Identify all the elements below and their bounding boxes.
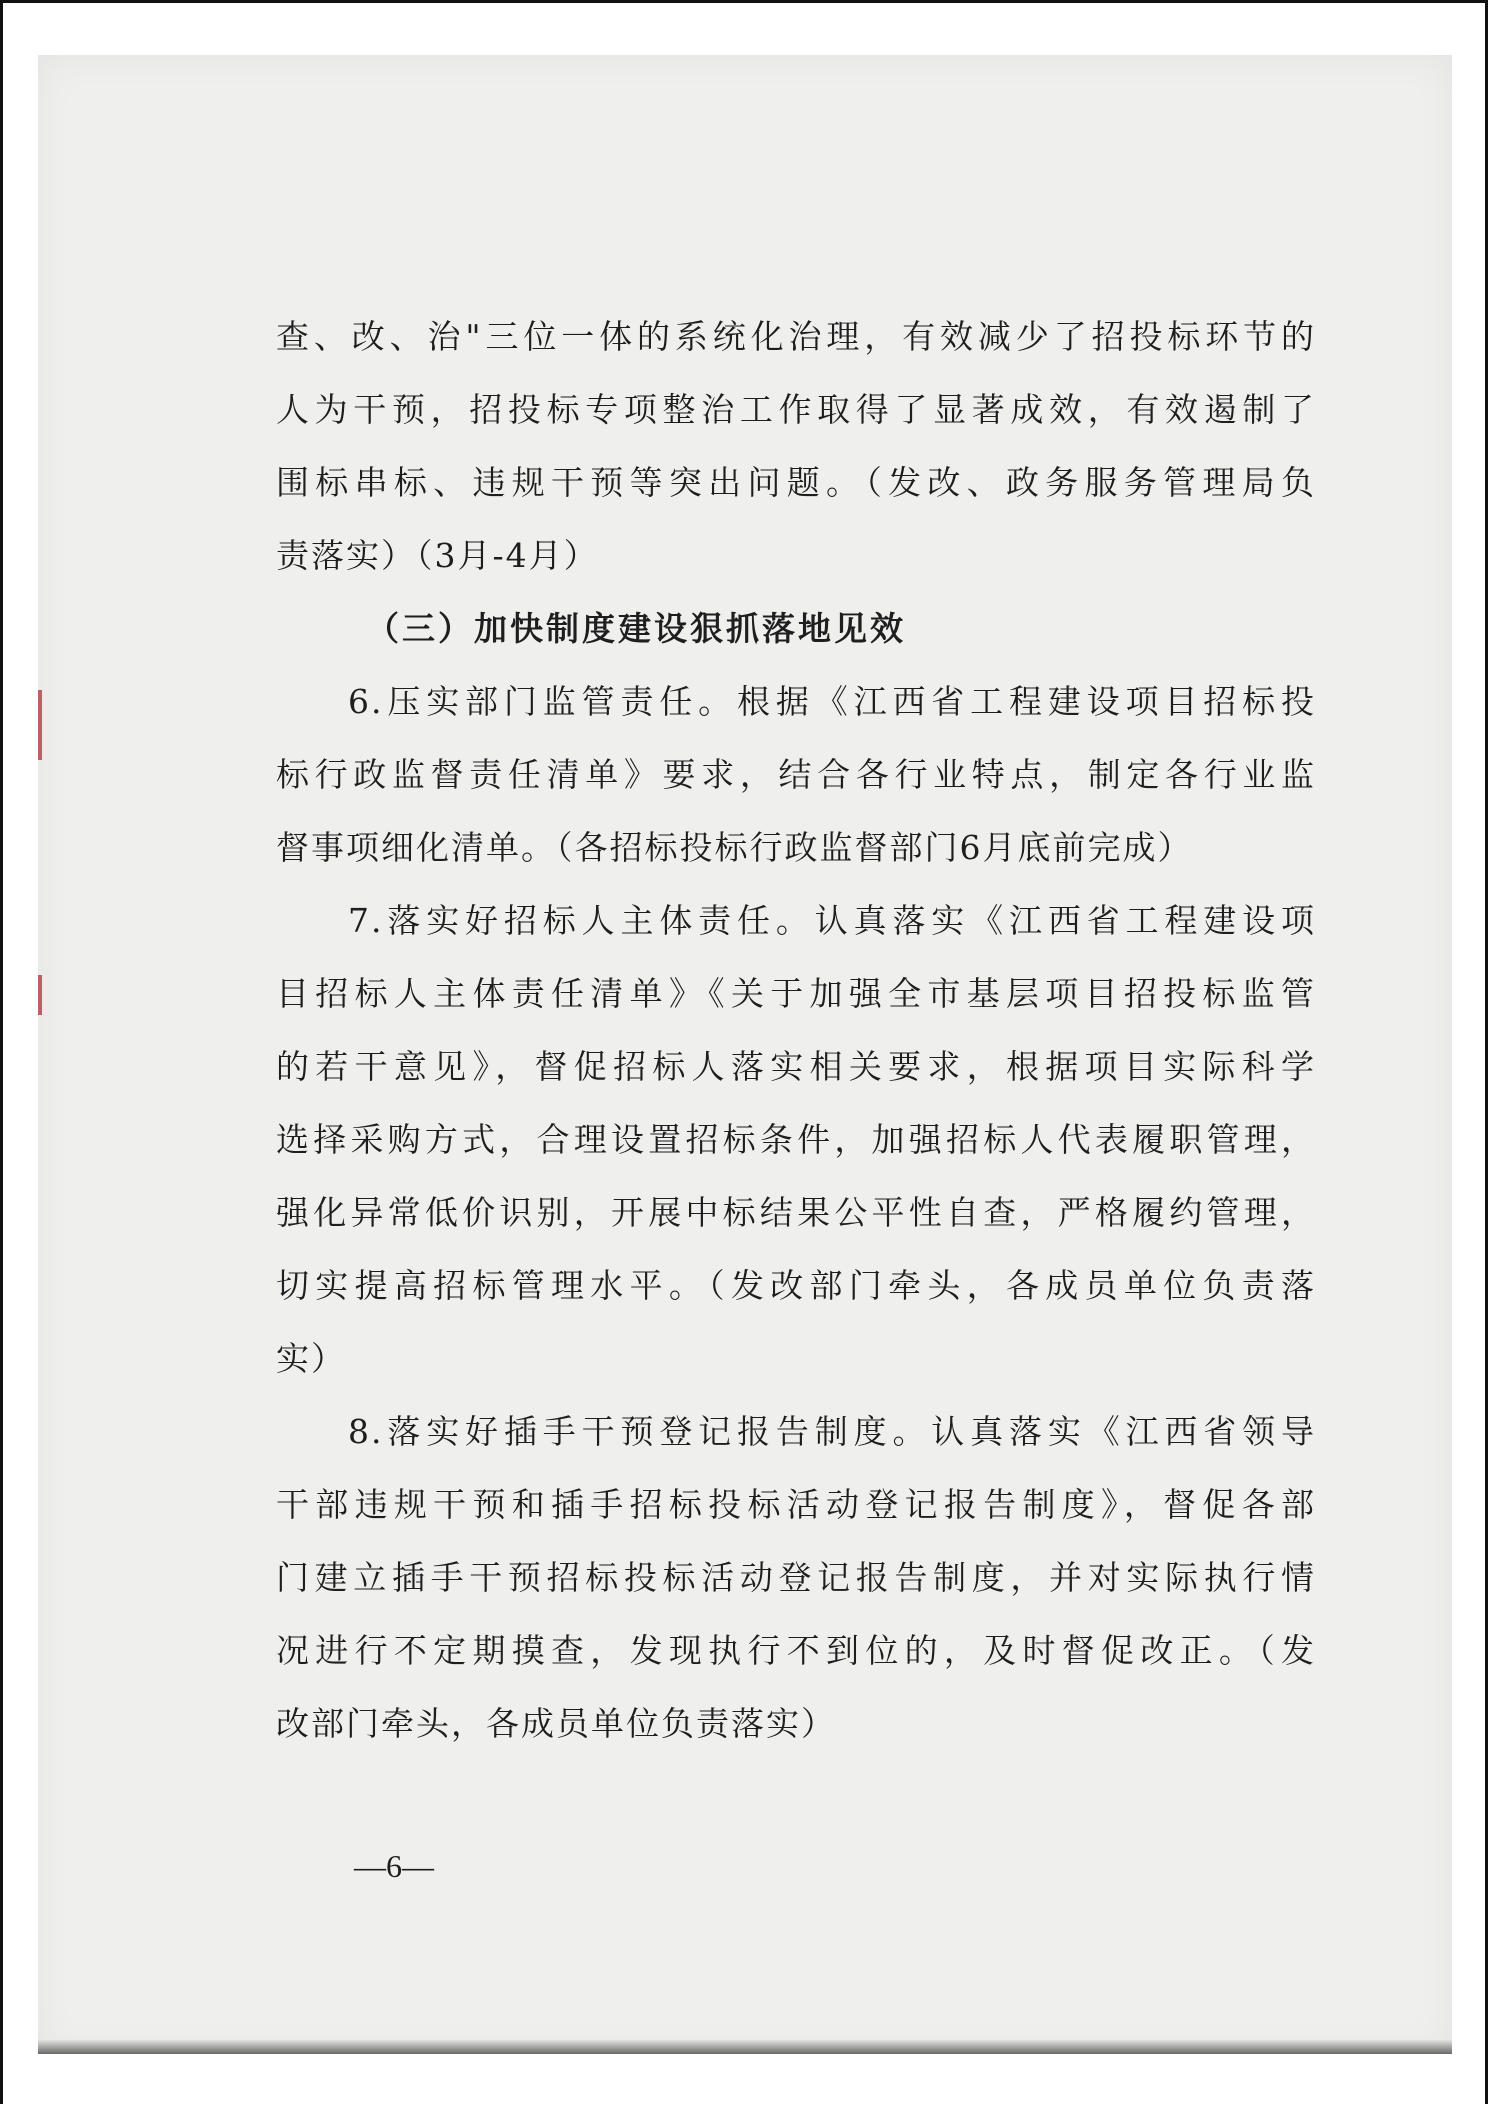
text-line: 围标串标、违规干预等突出问题。（发改、政务服务管理局负 bbox=[276, 463, 1316, 502]
text-line: 督事项细化清单。（各招标投标行政监督部门6月底前完成） bbox=[276, 828, 1193, 867]
item-6-first-line: 6.压实部门监管责任。根据《江西省工程建设项目招标投 bbox=[348, 682, 1316, 721]
page-border-left bbox=[0, 0, 3, 2104]
binding-mark-top bbox=[38, 690, 56, 760]
text-line: 标行政监督责任清单》要求，结合各行业特点，制定各行业监 bbox=[276, 755, 1316, 794]
page-border-top bbox=[0, 0, 1488, 3]
text-line: 改部门牵头，各成员单位负责落实） bbox=[276, 1704, 836, 1743]
text-line: 目招标人主体责任清单》《关于加强全市基层项目招投标监管 bbox=[276, 974, 1316, 1013]
text-line: 选择采购方式，合理设置招标条件，加强招标人代表履职管理， bbox=[276, 1120, 1316, 1159]
text-line: 门建立插手干预招标投标活动登记报告制度，并对实际执行情 bbox=[276, 1558, 1316, 1597]
page-number: —6— bbox=[354, 1848, 434, 1884]
binding-mark-bottom bbox=[38, 975, 56, 1015]
text-line: 强化异常低价识别，开展中标结果公平性自查，严格履约管理， bbox=[276, 1193, 1316, 1232]
section-heading: （三）加快制度建设狠抓落地见效 bbox=[366, 609, 906, 648]
scan-bottom-shadow bbox=[38, 2040, 1452, 2054]
text-line: 责落实）（3月-4月） bbox=[276, 536, 599, 575]
text-line: 实） bbox=[276, 1339, 346, 1378]
item-8-first-line: 8.落实好插手干预登记报告制度。认真落实《江西省领导 bbox=[348, 1412, 1316, 1451]
text-line: 人为干预，招投标专项整治工作取得了显著成效，有效遏制了 bbox=[276, 390, 1316, 429]
text-line: 查、改、治"三位一体的系统化治理，有效减少了招投标环节的 bbox=[276, 317, 1316, 356]
text-line: 干部违规干预和插手招标投标活动登记报告制度》，督促各部 bbox=[276, 1485, 1316, 1524]
text-line: 的若干意见》，督促招标人落实相关要求，根据项目实际科学 bbox=[276, 1047, 1316, 1086]
document-body bbox=[276, 300, 1316, 1760]
text-line: 况进行不定期摸查，发现执行不到位的，及时督促改正。（发 bbox=[276, 1631, 1316, 1670]
item-7-first-line: 7.落实好招标人主体责任。认真落实《江西省工程建设项 bbox=[348, 901, 1316, 940]
text-line: 切实提高招标管理水平。（发改部门牵头，各成员单位负责落 bbox=[276, 1266, 1316, 1305]
